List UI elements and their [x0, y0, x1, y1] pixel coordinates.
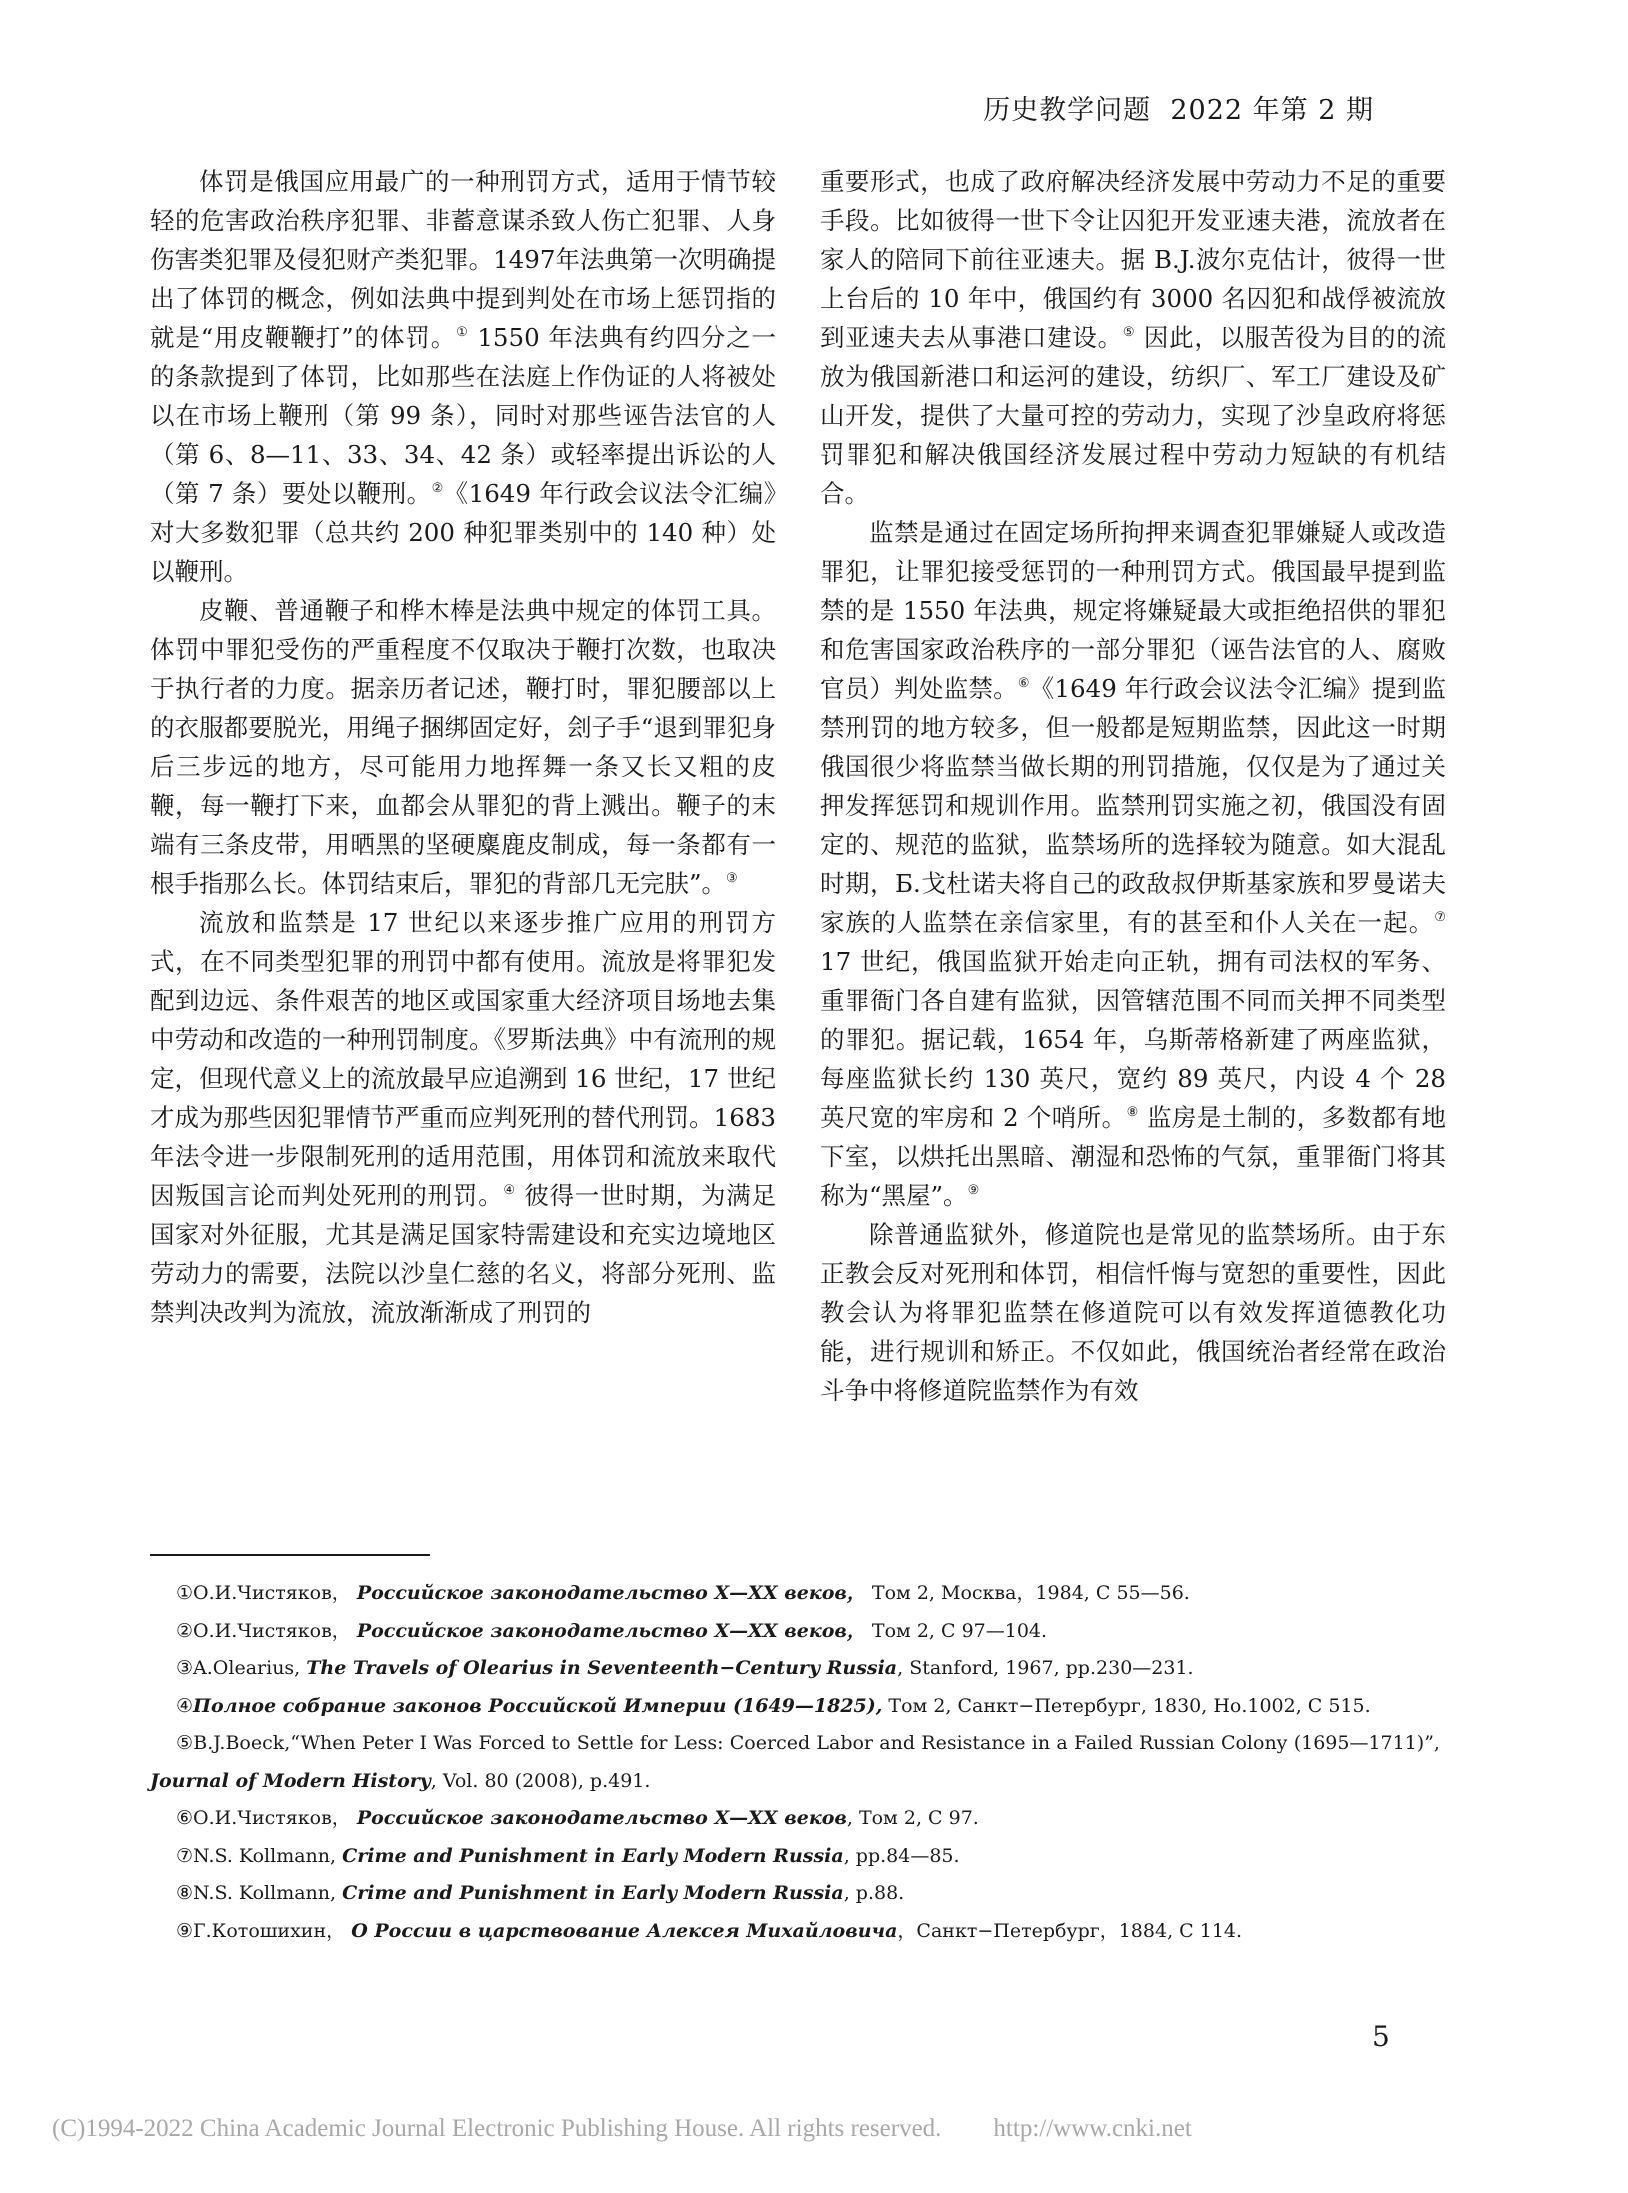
copyright-text: (C)1994-2022 China Academic Journal Electronic Publishing House. All rights reserved. [52, 2115, 942, 2142]
paragraph: 除普通监狱外，修道院也是常见的监禁场所。由于东正教会反对死刑和体罚，相信忏悔与宽恕的重要性，因此教会认为将罪犯监禁在修道院可以有效发挥道德教化功能，进行规训和矫正。不仅如此，俄国统治者经常在政治斗争中将修道院监禁作为有效 [820, 1220, 1446, 1405]
footnote: ⑨Г.Котошихин， О России в царствование Алексея Михайловича，Санкт−Петербург，1884, С 114. [176, 1919, 1243, 1942]
footnote-ref[interactable]: ① [456, 325, 469, 340]
footnote-ref[interactable]: ③ [726, 871, 738, 886]
footnote-ref[interactable]: ② [431, 481, 444, 496]
footnote: ⑥О.И.Чистяков， Российское законодательство X—XX веков, Том 2, С 97. [176, 1807, 979, 1829]
journal-title: 历史教学问题 [983, 95, 1152, 126]
paragraph: 重要形式，也成了政府解决经济发展中劳动力不足的重要手段。比如彼得一世下令让囚犯开发亚速夫港，流放者在家人的陪同下前往亚速夫。据 B.J.波尔克估计，彼得一世上台后的 10 年中，俄国约有 3000 名囚犯和战俘被流放到亚速夫去从事港口建设。⑤ 因此，以服苦役为目的的流放为俄国新港口和运河的建设，纺织厂、军工厂建设及矿山开发，提供了大量可控的劳动力，实现了沙皇政府将惩罚罪犯和解决俄国经济发展过程中劳动力短缺的有机结合。 [820, 167, 1447, 508]
footnote-ref[interactable]: ⑤ [1122, 325, 1136, 340]
footnote-ref[interactable]: ⑧ [1126, 1105, 1139, 1120]
running-header [983, 88, 1374, 127]
page-number: 5 [1372, 2020, 1390, 2053]
issue-label: 2022 年第 2 期 [1170, 95, 1374, 126]
paragraph: 流放和监禁是 17 世纪以来逐步推广应用的刑罚方式，在不同类型犯罪的刑罚中都有使用。流放是将罪犯发配到边远、条件艰苦的地区或国家重大经济项目场地去集中劳动和改造的一种刑罚制度。《罗斯法典》中有流刑的规定，但现代意义上的流放最早应追溯到 16 世纪，17 世纪才成为那些因犯罪情节严重而应判死刑的替代刑罚。1683 年法令进一步限制死刑的适用范围，用体罚和流放来取代因叛国言论而判处死刑的刑罚。④ 彼得一世时期，为满足国家对外征服，尤其是满足国家特需建设和充实边境地区劳动力的需要，法院以沙皇仁慈的名义，将部分死刑、监禁判决改判为流放，流放渐渐成了刑罚的 [150, 908, 777, 1327]
right-column [820, 162, 1446, 1410]
left-column [150, 162, 776, 1332]
footnote-ref[interactable]: ④ [503, 1183, 516, 1198]
footnote-ref[interactable]: ⑨ [967, 1183, 980, 1198]
paragraph: 皮鞭、普通鞭子和桦木棒是法典中规定的体罚工具。体罚中罪犯受伤的严重程度不仅取决于鞭打次数，也取决于执行者的力度。据亲历者记述，鞭打时，罪犯腰部以上的衣服都要脱光，用绳子捆绑固定好，刽子手“退到罪犯身后三步远的地方，尽可能用力地挥舞一条又长又粗的皮鞭，每一鞭打下来，血都会从罪犯的背上溅出。鞭子的末端有三条皮带，用晒黑的坚硬麋鹿皮制成，每一条都有一根手指那么长。体罚结束后，罪犯的背部几无完肤”。③ [150, 596, 776, 898]
footnote: ①О.И.Чистяков， Российское законодательство X—XX веков， Том 2, Москва，1984, С 55—56. [176, 1582, 1190, 1604]
footnote: ②О.И.Чистяков， Российское законодательство X—XX веков， Том 2, С 97—104. [176, 1619, 1048, 1642]
footnote-divider [150, 1554, 430, 1556]
footnotes [150, 1575, 1440, 1950]
paragraph: 体罚是俄国应用最广的一种刑罚方式，适用于情节较轻的危害政治秩序犯罪、非蓄意谋杀致人伤亡犯罪、人身伤害类犯罪及侵犯财产类犯罪。1497年法典第一次明确提出了体罚的概念，例如法典中提到判处在市场上惩罚指的就是“用皮鞭鞭打”的体罚。① 1550 年法典有约四分之一的条款提到了体罚，比如那些在法庭上作伪证的人将被处以在市场上鞭刑（第 99 条），同时对那些诬告法官的人（第 6、8—11、33、34、42 条）或轻率提出诉讼的人（第 7 条）要处以鞭刑。②《1649 年行政会议法令汇编》对大多数犯罪（总共约 200 种犯罪类别中的 140 种）处以鞭刑。 [150, 167, 777, 586]
paragraph: 监禁是通过在固定场所拘押来调查犯罪嫌疑人或改造罪犯，让罪犯接受惩罚的一种刑罚方式。俄国最早提到监禁的是 1550 年法典，规定将嫌疑最大或拒绝招供的罪犯和危害国家政治秩序的一部分罪犯（诬告法官的人、腐败官员）判处监禁。⑥《1649 年行政会议法令汇编》提到监禁刑罚的地方较多，但一般都是短期监禁，因此这一时期俄国很少将监禁当做长期的刑罚措施，仅仅是为了通过关押发挥惩罚和规训作用。监禁刑罚实施之初，俄国没有固定的、规范的监狱，监禁场所的选择较为随意。如大混乱时期，Б.戈杜诺夫将自己的政敌叔伊斯基家族和罗曼诺夫家族的人监禁在亲信家里，有的甚至和仆人关在一起。⑦ 17 世纪，俄国监狱开始走向正轨，拥有司法权的军务、重罪衙门各自建有监狱，因管辖范围不同而关押不同类型的罪犯。据记载，1654 年，乌斯蒂格新建了两座监狱，每座监狱长约 130 英尺，宽约 89 英尺，内设 4 个 28 英尺宽的牢房和 2 个哨所。⑧ 监房是土制的，多数都有地下室，以烘托出黑暗、潮湿和恐怖的气氛，重罪衙门将其称为“黑屋”。⑨ [820, 518, 1447, 1210]
footnote: ⑦N.S. Kollmann, Crime and Punishment in Early Modern Russia, pp.84—85. [176, 1844, 960, 1867]
footnote-ref[interactable]: ⑦ [1434, 910, 1446, 925]
footnote-ref[interactable]: ⑥ [1017, 676, 1030, 691]
copyright-footer [52, 2115, 1192, 2143]
copyright-url: http://www.cnki.net [993, 2115, 1192, 2142]
footnote: ⑤B.J.Boeck,“When Peter I Was Forced to Settle for Less: Coerced Labor and Resistance in a Failed Russian Colony (1695—1711)”, Journal of Modern History, Vol. 80 (2008), p.491. [150, 1732, 1440, 1792]
footnote: ③A.Olearius, The Travels of Olearius in Seventeenth−Century Russia, Stanford, 1967, pp.230—231. [176, 1657, 1194, 1679]
footnote: ④Полное собрание законов Российской Империи (1649—1825), Том 2, Санкт−Петербург, 1830, Но.1002, С 515. [176, 1694, 1371, 1717]
footnote: ⑧N.S. Kollmann, Crime and Punishment in Early Modern Russia, p.88. [176, 1882, 905, 1904]
